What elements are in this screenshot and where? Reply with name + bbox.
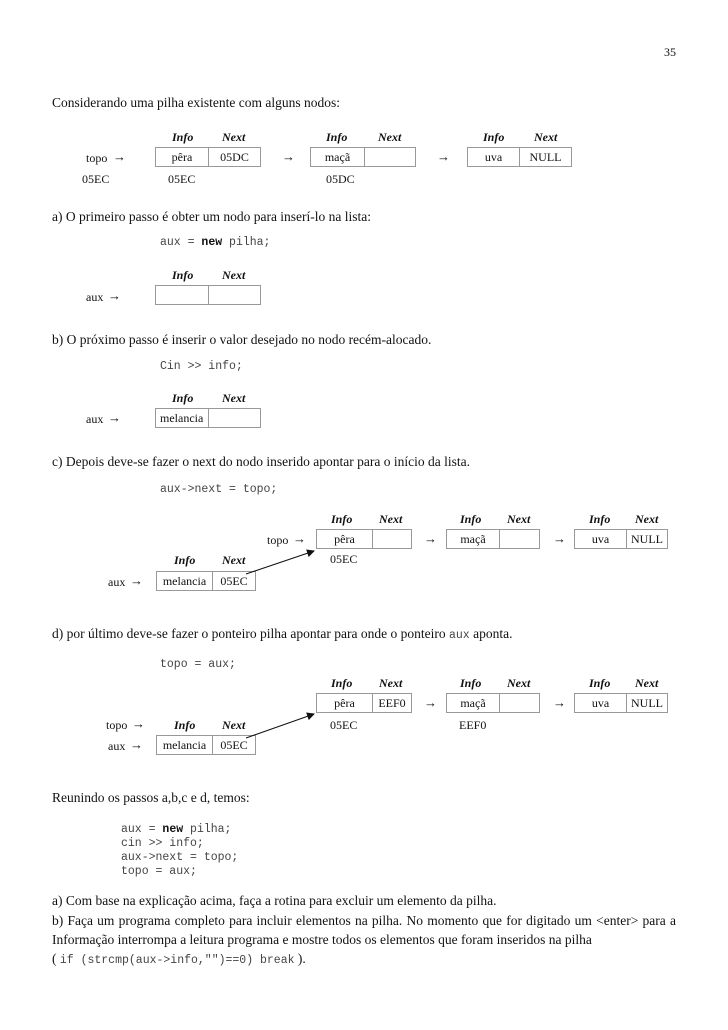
- node-info-cell: melancia: [155, 408, 209, 428]
- node-info-cell: maçã: [446, 529, 500, 549]
- col-header-info: Info: [331, 512, 353, 526]
- col-header-next: Next: [379, 676, 403, 690]
- col-header-next: Next: [507, 676, 531, 690]
- col-header-next: Next: [222, 268, 246, 282]
- col-header-info: Info: [172, 391, 194, 405]
- col-header-next: Next: [635, 512, 659, 526]
- address-label: 05EC: [82, 172, 110, 186]
- step-d-code: topo = aux;: [160, 658, 236, 671]
- arrow-icon: →: [424, 531, 437, 546]
- step-d-text: d) por último deve-se fazer o ponteiro pilha apontar para onde o ponteiro aux aponta.: [52, 626, 513, 642]
- step-a-text: a) O primeiro passo é obter um nodo para inserí-lo na lista:: [52, 209, 372, 224]
- arrow-icon: →: [113, 149, 126, 164]
- col-header-next: Next: [635, 676, 659, 690]
- arrow-icon: →: [553, 695, 566, 710]
- node-info-cell: pêra: [316, 693, 373, 713]
- col-header-next: Next: [222, 391, 246, 405]
- col-header-next: Next: [222, 718, 246, 732]
- col-header-next: Next: [379, 512, 403, 526]
- col-header-next: Next: [222, 130, 246, 144]
- address-label: EEF0: [459, 718, 487, 732]
- reunindo-text: Reunindo os passos a,b,c e d, temos:: [52, 790, 250, 805]
- node-next-cell: 05EC: [212, 735, 256, 755]
- node-next-cell: NULL: [626, 529, 668, 549]
- node-next-cell: NULL: [519, 147, 572, 167]
- node-next-cell: 05EC: [212, 571, 256, 591]
- col-header-next: Next: [222, 553, 246, 567]
- node-info-cell: maçã: [310, 147, 365, 167]
- col-header-info: Info: [589, 512, 611, 526]
- node-info-cell: melancia: [156, 735, 213, 755]
- col-header-info: Info: [331, 676, 353, 690]
- exercise-b: b) Faça um programa completo para incluir elementos na pilha. No momento que for digitado um <enter> para a Informação interrompa a leitura programa e mostre todos os elementos que foram inseridos na pilha ( if (strcmp(aux->info,"")==0) break ).: [52, 913, 676, 967]
- exercise-a: a) Com base na explicação acima, faça a rotina para excluir um elemento da pilha.: [52, 893, 497, 908]
- address-label: 05EC: [168, 172, 196, 186]
- col-header-info: Info: [174, 553, 196, 567]
- node-info-cell: maçã: [446, 693, 500, 713]
- node-info-cell: melancia: [156, 571, 213, 591]
- col-header-info: Info: [483, 130, 505, 144]
- col-header-next: Next: [534, 130, 558, 144]
- arrow-icon: →: [108, 288, 121, 303]
- topo-label: topo: [106, 718, 128, 732]
- aux-label: aux: [108, 575, 126, 589]
- arrow-icon: →: [108, 410, 121, 425]
- page-number: 35: [664, 45, 676, 59]
- node-info-cell: uva: [574, 693, 627, 713]
- topo-label: topo: [267, 533, 289, 547]
- col-header-info: Info: [174, 718, 196, 732]
- address-label: 05EC: [330, 718, 358, 732]
- pointer-line: [246, 714, 314, 738]
- col-header-info: Info: [460, 512, 482, 526]
- arrow-icon: →: [282, 149, 295, 164]
- arrow-icon: →: [437, 149, 450, 164]
- col-header-info: Info: [460, 676, 482, 690]
- step-c-text: c) Depois deve-se fazer o next do nodo inserido apontar para o início da lista.: [52, 454, 470, 469]
- col-header-next: Next: [507, 512, 531, 526]
- aux-label: aux: [86, 412, 104, 426]
- node-info-cell: uva: [574, 529, 627, 549]
- col-header-info: Info: [172, 268, 194, 282]
- node-next-cell: EEF0: [372, 693, 412, 713]
- pointer-line: [246, 551, 314, 574]
- step-a-code: aux = new pilha;: [160, 236, 271, 249]
- node-info-cell: pêra: [316, 529, 373, 549]
- col-header-info: Info: [326, 130, 348, 144]
- aux-label: aux: [86, 290, 104, 304]
- address-label: 05DC: [326, 172, 355, 186]
- arrow-icon: →: [132, 716, 145, 731]
- intro-text: Considerando uma pilha existente com alguns nodos:: [52, 95, 340, 110]
- arrow-icon: →: [424, 695, 437, 710]
- col-header-info: Info: [172, 130, 194, 144]
- col-header-next: Next: [378, 130, 402, 144]
- arrow-icon: →: [293, 531, 306, 546]
- step-b-text: b) O próximo passo é inserir o valor desejado no nodo recém-alocado.: [52, 332, 432, 347]
- arrow-icon: →: [130, 573, 143, 588]
- node-info-cell: pêra: [155, 147, 209, 167]
- col-header-info: Info: [589, 676, 611, 690]
- topo-label: topo: [86, 151, 108, 165]
- node-info-cell: uva: [467, 147, 520, 167]
- arrow-icon: →: [553, 531, 566, 546]
- step-b-code: Cin >> info;: [160, 360, 243, 373]
- address-label: 05EC: [330, 552, 358, 566]
- node-next-cell: NULL: [626, 693, 668, 713]
- arrow-icon: →: [130, 737, 143, 752]
- aux-label: aux: [108, 739, 126, 753]
- reunindo-code: aux = new pilha; cin >> info; aux->next = topo; topo = aux;: [121, 823, 239, 878]
- step-c-code: aux->next = topo;: [160, 483, 278, 496]
- node-next-cell: 05DC: [208, 147, 261, 167]
